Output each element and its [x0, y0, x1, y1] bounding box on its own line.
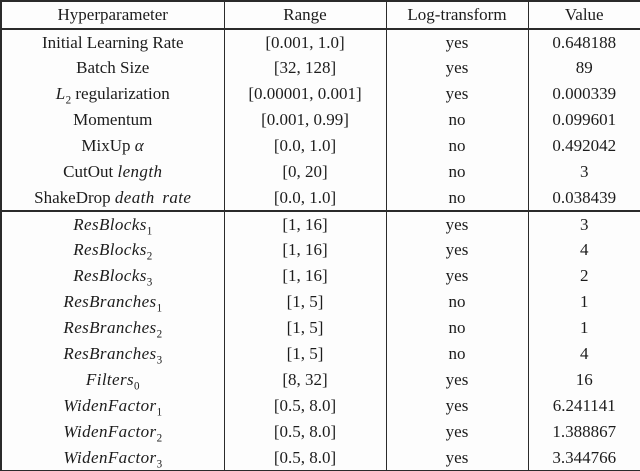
cell-range: [32, 128]: [224, 55, 386, 81]
name-segment: ResBranches: [63, 292, 157, 312]
cell-value: 1: [528, 289, 640, 315]
cell-value: 1.388867: [528, 419, 640, 445]
cell-range: [0.5, 8.0]: [224, 419, 386, 445]
table-row: [1, 55, 640, 81]
cell-log-transform: yes: [386, 263, 528, 289]
cell-hyperparameter: [1, 81, 224, 107]
cell-hyperparameter: [1, 107, 224, 133]
name-segment: WidenFactor: [63, 447, 157, 467]
cell-range: [0.5, 8.0]: [224, 393, 386, 419]
name-segment: ResBlocks: [73, 266, 147, 286]
name-segment: ShakeDrop: [34, 187, 115, 207]
name-subscript: 2: [156, 432, 163, 445]
table-row: [1, 315, 640, 341]
name-subscript: 2: [65, 94, 72, 107]
table-row: [1, 133, 640, 159]
name-subscript: 3: [156, 354, 163, 367]
cell-hyperparameter: [1, 185, 224, 211]
table-row: [1, 237, 640, 263]
cell-value: 3.344766: [528, 445, 640, 471]
cell-range: [1, 16]: [224, 211, 386, 237]
table-row: [1, 185, 640, 211]
cell-value: 0.038439: [528, 185, 640, 211]
cell-range: [0, 20]: [224, 159, 386, 185]
cell-range: [0.0, 1.0]: [224, 133, 386, 159]
cell-log-transform: no: [386, 315, 528, 341]
table-row: [1, 367, 640, 393]
cell-log-transform: no: [386, 133, 528, 159]
name-segment: Initial Learning Rate: [41, 32, 184, 52]
table-row: [1, 445, 640, 471]
name-subscript: 3: [146, 276, 153, 289]
cell-range: [0.00001, 0.001]: [224, 81, 386, 107]
name-segment: Momentum: [73, 110, 153, 130]
table-row: [1, 81, 640, 107]
name-segment: α: [134, 136, 145, 156]
name-segment: ResBlocks: [73, 240, 147, 260]
cell-value: 0.099601: [528, 107, 640, 133]
cell-range: [1, 16]: [224, 237, 386, 263]
cell-hyperparameter: [1, 289, 224, 315]
name-segment: ResBranches: [63, 318, 157, 338]
cell-range: [0.0, 1.0]: [224, 185, 386, 211]
table-row: [1, 341, 640, 367]
table-row: [1, 289, 640, 315]
cell-range: [8, 32]: [224, 367, 386, 393]
table-row: [1, 419, 640, 445]
table-row: [1, 263, 640, 289]
cell-value: 1: [528, 315, 640, 341]
cell-value: 3: [528, 159, 640, 185]
cell-value: 0.492042: [528, 133, 640, 159]
cell-value: 89: [528, 55, 640, 81]
cell-value: 2: [528, 263, 640, 289]
cell-log-transform: no: [386, 289, 528, 315]
header-row: [1, 1, 640, 29]
name-subscript: 3: [156, 458, 163, 471]
name-segment: MixUp: [81, 136, 135, 156]
name-subscript: 2: [146, 250, 153, 263]
col-header-value: Value: [528, 1, 640, 29]
cell-value: 3: [528, 211, 640, 237]
cell-log-transform: yes: [386, 367, 528, 393]
cell-log-transform: no: [386, 185, 528, 211]
cell-hyperparameter: [1, 211, 224, 237]
name-segment: ResBlocks: [73, 214, 147, 234]
name-segment: ResBranches: [63, 344, 157, 364]
cell-range: [0.5, 8.0]: [224, 445, 386, 471]
col-header-log-transform: Log-transform: [386, 1, 528, 29]
name-subscript: 0: [134, 380, 140, 393]
cell-value: 0.000339: [528, 81, 640, 107]
cell-log-transform: no: [386, 341, 528, 367]
table-row: [1, 107, 640, 133]
cell-log-transform: yes: [386, 55, 528, 81]
cell-hyperparameter: [1, 133, 224, 159]
cell-log-transform: yes: [386, 29, 528, 55]
cell-value: 4: [528, 237, 640, 263]
cell-range: [0.001, 0.99]: [224, 107, 386, 133]
name-segment: Batch Size: [76, 58, 150, 78]
table-row: [1, 159, 640, 185]
table-row: [1, 211, 640, 237]
col-header-hyperparameter: Hyperparameter: [57, 5, 168, 25]
table-row: [1, 393, 640, 419]
cell-value: 4: [528, 341, 640, 367]
cell-log-transform: yes: [386, 393, 528, 419]
name-segment: WidenFactor: [63, 396, 157, 416]
cell-hyperparameter: [1, 159, 224, 185]
name-subscript: 1: [146, 225, 153, 237]
cell-value: 0.648188: [528, 29, 640, 55]
col-header-range: Range: [224, 1, 386, 29]
cell-log-transform: yes: [386, 211, 528, 237]
cell-range: [1, 5]: [224, 341, 386, 367]
cell-range: [0.001, 1.0]: [224, 29, 386, 55]
cell-hyperparameter: [1, 55, 224, 81]
cell-hyperparameter: [1, 237, 224, 263]
name-subscript: 1: [156, 302, 163, 315]
name-segment: CutOut: [63, 162, 118, 182]
name-subscript: 2: [156, 328, 163, 341]
cell-log-transform: yes: [386, 419, 528, 445]
cell-log-transform: no: [386, 107, 528, 133]
cell-hyperparameter: [1, 263, 224, 289]
cell-log-transform: yes: [386, 445, 528, 471]
cell-hyperparameter: [1, 341, 224, 367]
cell-hyperparameter: [1, 29, 224, 55]
cell-hyperparameter: [1, 419, 224, 445]
cell-range: [1, 5]: [224, 315, 386, 341]
name-segment: death rate: [114, 187, 192, 207]
cell-value: 16: [528, 367, 640, 393]
name-segment: WidenFactor: [63, 422, 157, 442]
name-subscript: 1: [156, 406, 163, 419]
cell-range: [1, 5]: [224, 289, 386, 315]
cell-log-transform: no: [386, 159, 528, 185]
cell-hyperparameter: [1, 445, 224, 471]
name-segment: L: [55, 84, 66, 104]
cell-range: [1, 16]: [224, 263, 386, 289]
table-body: [1, 29, 640, 471]
cell-log-transform: yes: [386, 81, 528, 107]
table-row: [1, 29, 640, 55]
cell-log-transform: yes: [386, 237, 528, 263]
name-segment: Filters: [85, 370, 135, 390]
cell-hyperparameter: [1, 315, 224, 341]
cell-hyperparameter: [1, 367, 224, 393]
cell-value: 6.241141: [528, 393, 640, 419]
name-segment: regularization: [71, 84, 170, 104]
name-segment: length: [117, 162, 163, 182]
cell-hyperparameter: [1, 393, 224, 419]
